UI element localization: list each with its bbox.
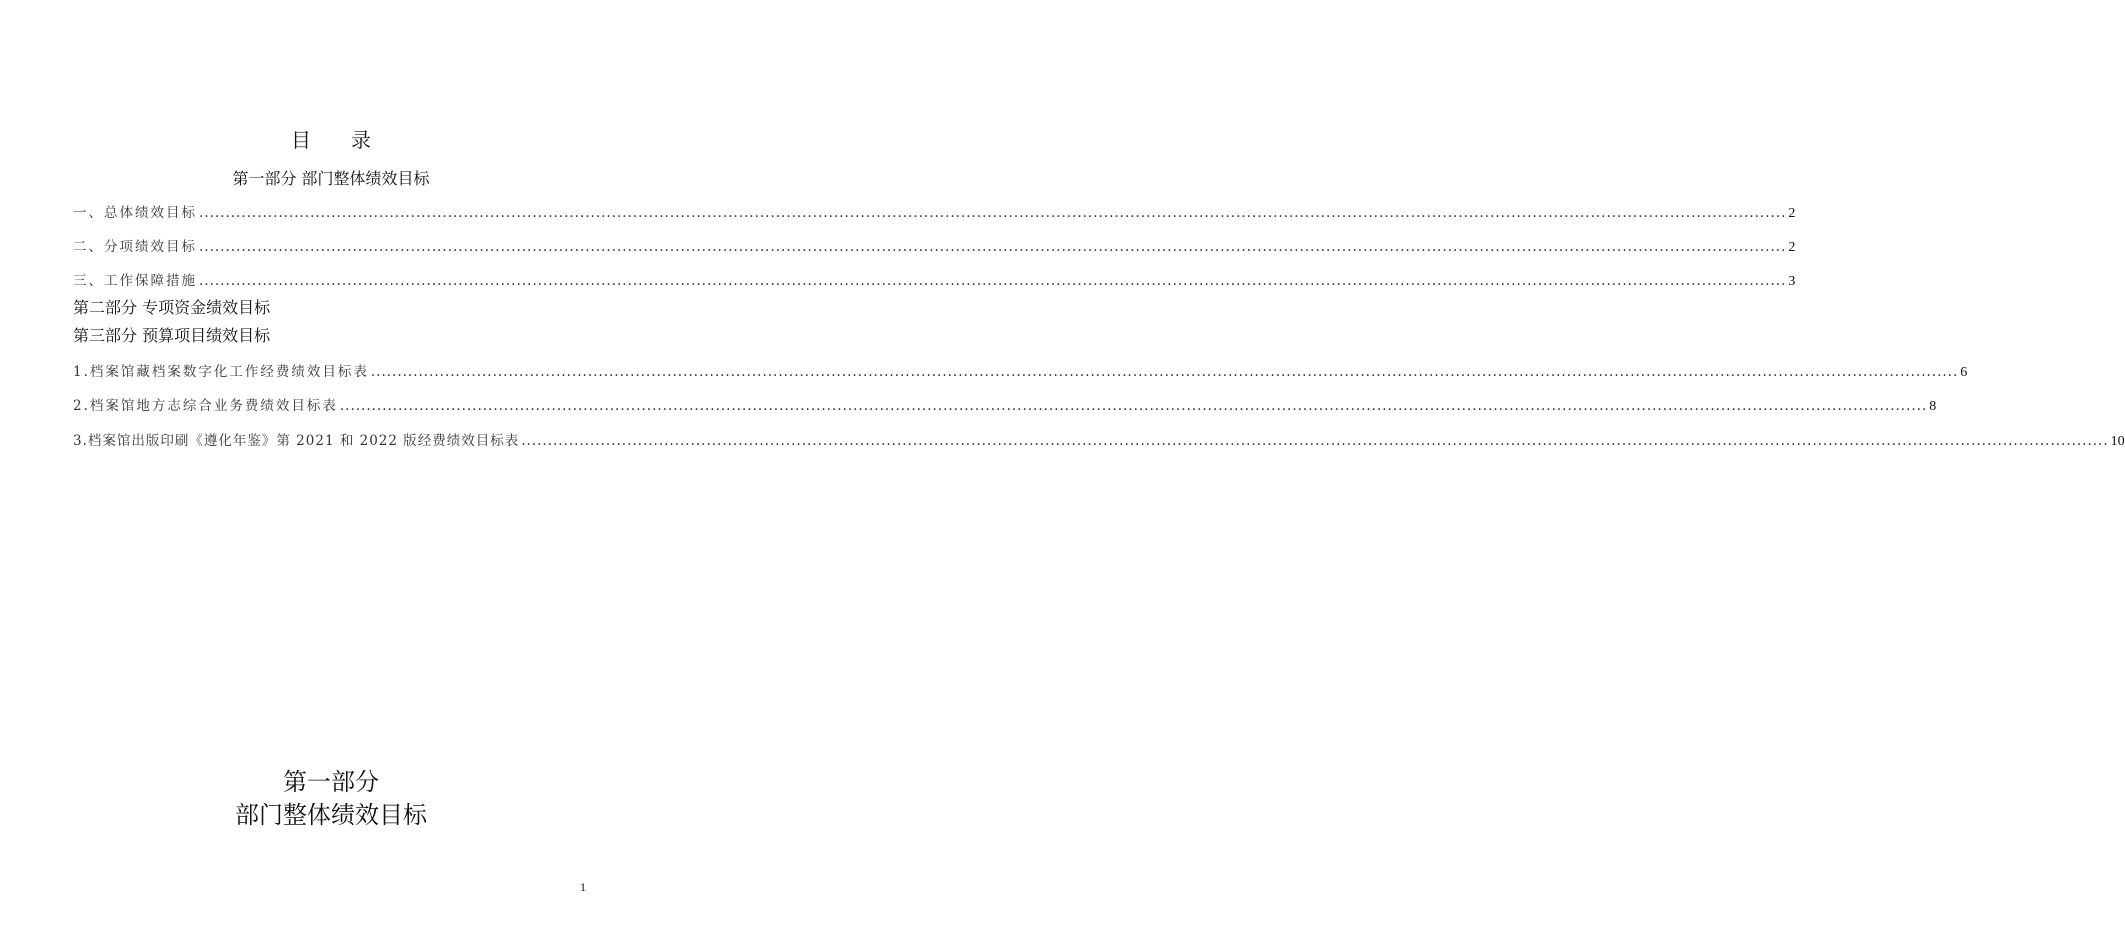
toc-part3-heading[interactable]: 第三部分 预算项目绩效目标 xyxy=(73,326,271,345)
toc-entry-label: 一、总体绩效目标 xyxy=(73,205,197,221)
toc-entry-page: 8 xyxy=(1929,399,1937,414)
toc-entry[interactable] xyxy=(73,360,1968,381)
section-heading-line2: 部门整体绩效目标 xyxy=(235,801,427,829)
toc-entry[interactable] xyxy=(73,201,1796,222)
toc-entry-page: 10 xyxy=(2110,434,2125,449)
toc-part2-heading[interactable]: 第二部分 专项资金绩效目标 xyxy=(73,298,271,317)
dot-leader: ............................................................................................................................................................................................................................................................................................................ xyxy=(339,398,1928,414)
dot-leader: ............................................................................................................................................................................................................................................................................................................ xyxy=(199,273,1787,289)
section-heading-line1: 第一部分 xyxy=(283,768,379,796)
dot-leader: ............................................................................................................................................................................................................................................................................................................ xyxy=(199,205,1787,221)
toc-entry-page: 2 xyxy=(1788,240,1796,255)
toc-entry[interactable] xyxy=(73,235,1796,256)
toc-entry-page: 2 xyxy=(1788,206,1796,221)
toc-entry-label: 三、工作保障措施 xyxy=(73,273,197,289)
toc-entry-page: 3 xyxy=(1788,274,1796,289)
page-number: 1 xyxy=(580,880,586,894)
dot-leader: ............................................................................................................................................................................................................................................................................................................ xyxy=(370,364,1959,380)
toc-title-char: 录 xyxy=(351,128,371,152)
toc-entry[interactable] xyxy=(73,394,1937,415)
toc-entry-label: 1.档案馆藏档案数字化工作经费绩效目标表 xyxy=(73,364,369,380)
toc-entry[interactable] xyxy=(73,269,1796,290)
toc-entry-label: 二、分项绩效目标 xyxy=(73,239,197,255)
toc-entry-label: 2.档案馆地方志综合业务费绩效目标表 xyxy=(73,398,338,414)
toc-entry-label: 3.档案馆出版印刷《遵化年鉴》第 2021 和 2022 版经费绩效目标表 xyxy=(73,433,520,449)
dot-leader: ............................................................................................................................................................................................................................................................................................................ xyxy=(521,433,2109,449)
toc-entry[interactable] xyxy=(73,429,2125,450)
toc-title-char: 目 xyxy=(291,128,311,152)
toc-part1-heading[interactable]: 第一部分 部门整体绩效目标 xyxy=(232,169,430,188)
toc-entry-page: 6 xyxy=(1960,365,1968,380)
dot-leader: ............................................................................................................................................................................................................................................................................................................ xyxy=(199,239,1787,255)
